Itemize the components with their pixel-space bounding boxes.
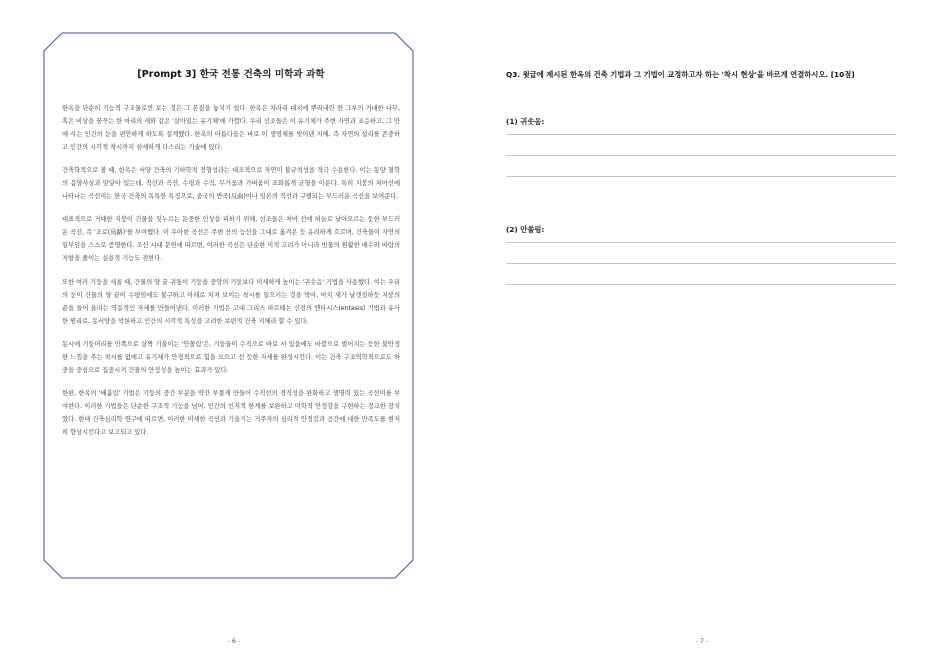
page-number-left: - 6 -	[227, 637, 241, 645]
answer-line-2a[interactable]	[506, 242, 896, 243]
passage	[62, 66, 400, 449]
passage-paragraph-5: 동시에 기둥머리를 안쪽으로 살짝 기울이는 '안쏠림'은, 기둥들이 수직으로 바로 서 있을에도 바깥으로 벌어지는 듯한 불안정한 느낌을 주는 착시를 없애고 유기체가 안정적으로 힘을 모으고 선 듯한 자세를 완성시킨다. 이는 건축 구조역학적으로도 하중을 중심으로 집중시켜 건물의 안정성을 높이는 효과가 있다.	[62, 340, 400, 374]
answer-line-1a[interactable]	[506, 134, 896, 135]
answer-line-2c[interactable]	[506, 284, 896, 285]
passage-paragraph-4: 또한 여러 기둥을 세울 때, 건물의 양 끝 귀통이 기둥을 중앙의 기둥보다 미세하게 높이는 '귀솟음' 기법을 사용했다. 이는 우리의 눈이 건물의 양 끝이 수평임에도 불구하고 아래로 처져 보이는 착시를 일으키는 것을 막아, 마치 새가 날갯짓하듯 지붕의 끝을 들어 올리는 역동적인 자세를 만들어낸다. 이러한 기법은 고대 그리스 파르테논 신전의 엔타시스(entasis) 기법과 유사한 원리로, 동서양을 막론하고 인간의 시각적 특성을 고려한 보편적 건축 지혜라 할 수 있다.	[62, 278, 401, 325]
passage-title: [Prompt 3] 한국 전통 건축의 미학과 과학	[137, 69, 325, 80]
passage-paragraph-3: 대표적으로 거대한 지붕이 건물을 짓누르는 둔중한 인상을 피하기 위해, 선조들은 처마 선에 허늘로 날아오르는 듯한 부드러운 곡선, 즉 '조로(鳥路)'를 부여했다. 이 우아한 곡선은 주변 산의 능선을 그대로 옮겨온 듯 유려하게 흐르며, 건축물이 자연의 일부임을 스스로 증명한다. 조선 시대 문헌에 따르면, 이러한 곡선은 단순한 미적 고려가 아니라 빗물의 원활한 배수와 바람의 저항을 줄이는 실용적 기능도 겸한다.	[62, 216, 400, 263]
answer-label-1: (1) 귀솟음:	[506, 117, 545, 126]
passage-paragraph-6: 한편, 한옥의 '배흘림' 기법은 기둥의 중간 부분을 약간 부풀게 만들어 수직선의 경직성을 완화하고 생명력 있는 곡선미를 부여한다. 이러한 기법들은 단순한 구조적 기능을 넘어, 인간의 인지적 한계를 보완하고 미학적 안정감을 구현하는 정교한 장치였다. 현대 건축심리학 연구에 따르면, 이러한 미세한 곡선과 기울기는 거주자의 심리적 안정감과 공간에 대한 만족도를 현저히 향상시킨다고 보고되고 있다.	[62, 389, 400, 436]
answer-line-1c[interactable]	[506, 176, 896, 177]
question-text: Q3. 윗글에 제시된 한옥의 건축 기법과 그 기법이 교정하고자 하는 '착시 현상'을 바르게 연결하시오. [10점]	[506, 70, 855, 79]
passage-paragraph-2: 건축학적으로 볼 때, 한옥은 서양 건축의 기하학적 정형성과는 대조적으로 자연미 불규칙성을 적극 수용한다. 이는 동양 철학의 음양사상과 맞닿아 있는데, 직선과 곡선, 수평과 수직, 무거움과 가벼움이 조화롭게 균형을 이룬다. 특히 지붕의 처마선에 나타나는 곡선미는 한국 건축의 독특한 특징으로, 중국의 반곡(反曲)이나 일본의 직선과 구별되는 부드러운 곡선을 보여준다.	[62, 167, 400, 201]
answer-label-2: (2) 안쏠림:	[506, 225, 545, 234]
right-page	[468, 0, 936, 662]
passage-paragraph-1: 한옥을 단순히 기능적 구조물로만 보는 것은 그 본질을 놓치기 쉽다. 한옥은 차라리 대지에 뿌리내린 한 그루의 거대한 나무, 혹은 비상을 꿈꾸는 한 마리의 새와 같은 '살아있는 유기체'에 가깝다. 우리 선조들은 이 유기체가 주변 자연과 조응하고, 그 안에 사는 인간의 눈을 편안하게 하도록 설계했다. 한옥의 아름다움은 바로 이 생명체를 빚어낸 지혜, 즉 자연의 섭리를 존중하고 인간의 시각적 착시까지 섬세하게 다스리는 기술에 있다.	[62, 105, 401, 151]
answer-line-2b[interactable]	[506, 263, 896, 264]
answer-line-1b[interactable]	[506, 155, 896, 156]
page-number-right: - 7 -	[695, 637, 709, 645]
